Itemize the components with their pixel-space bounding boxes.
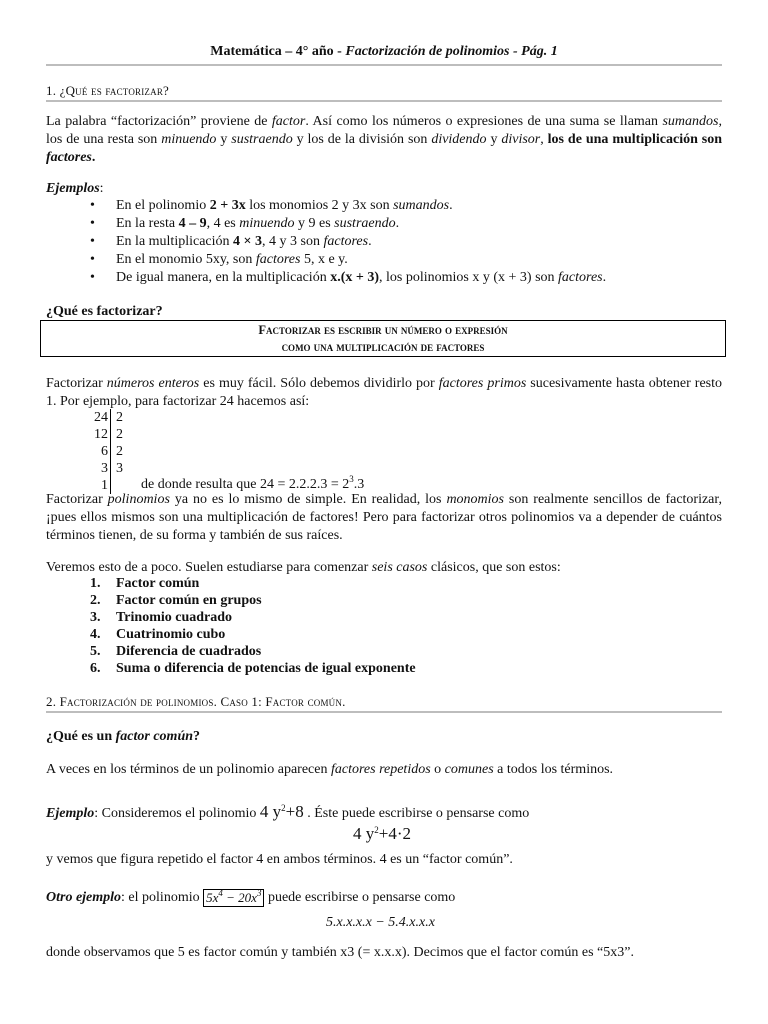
page-header	[46, 44, 722, 60]
division-result: de donde resulta que $24 = 2.2.2.3 = 2^3.3$	[141, 474, 365, 492]
list-item: • En el monomio 5xy, son factores 5, x e y.	[90, 252, 348, 267]
list-item: • En la resta 4 – 9, 4 es minuendo y 9 es sustraendo.	[90, 216, 400, 231]
example-1-line: Ejemplo: Consideremos el polinomio 4 $y^2+8$ . Éste puede escribirse o pensarse como	[46, 802, 530, 821]
examples-list	[46, 197, 606, 287]
common-factor-intro: A veces en los términos de un polinomio aparecen factores repetidos o comunes a todos los términos.	[46, 762, 614, 777]
list-item: • De igual manera, en la multiplicación x.(x + 3), los polinomios x y (x + 3) son factores.	[90, 270, 607, 285]
common-factor-question: ¿Qué es un factor común?	[46, 729, 201, 744]
list-item: 6. Suma o diferencia de potencias de igual exponente	[90, 661, 416, 676]
example-1-rewritten: 4 $y^2+4\cdot 2$	[353, 824, 411, 843]
example-2-conclusion: donde observamos que 5 es factor común y también x3 (= x.x.x). Decimos que el factor común es “5x3”.	[46, 945, 634, 960]
list-item: • En la multiplicación 4 × 3, 4 y 3 son factores.	[90, 234, 372, 249]
example-1-conclusion: y vemos que figura repetido el factor 4 en ambos términos. 4 es un “factor común”.	[46, 852, 513, 867]
definition-line-1: Factorizar es escribir un número o expresión	[258, 323, 508, 337]
examples-label: Ejemplos:	[46, 181, 104, 196]
cases-list	[46, 575, 416, 677]
list-item: 1. Factor común	[90, 576, 200, 591]
list-item: 2. Factor común en grupos	[90, 593, 262, 608]
division-row: 3 3	[101, 461, 123, 476]
division-row: 12 2	[94, 427, 123, 442]
example-2-rewritten: 5.x.x.x.x − 5.4.x.x.x	[326, 915, 435, 930]
example-2-line: Otro ejemplo: el polinomio $5x^4 - 20x^3$ puede escribirse o pensarse como	[46, 888, 456, 906]
integers-paragraph: Factorizar números enteros es muy fácil. Sólo debemos dividirlo por factores primos sucesivamente hasta obtener resto 1. Por ejemplo, para factorizar 24 hacemos así:	[46, 376, 722, 409]
header-page: - Pág. 1	[509, 44, 558, 59]
definition-line-2: como una multiplicación de factores	[281, 340, 485, 354]
header-rule	[46, 64, 722, 66]
intro-paragraph: La palabra “factorización” proviene de factor. Así como los números o expresiones de una suma se llaman sumandos, los de una resta son minuendo y sustraendo y los de la división son dividendo y divisor, los de una multiplicación son factores.	[46, 114, 723, 165]
list-item: • En el polinomio 2 + 3x los monomios 2 y 3x son sumandos.	[90, 198, 453, 213]
header-topic: Factorización de polinomios	[345, 44, 510, 59]
section-1-rule	[46, 100, 722, 102]
list-item: 4. Cuatrinomio cubo	[90, 627, 226, 642]
polynomials-paragraph: Factorizar polinomios ya no es lo mismo de simple. En realidad, los monomios son realmente sencillos de factorizar, ¡pues ellos mismos son una multiplicación de factores! Pero para factorizar otros polinomios va a depender de cuántos términos tienen, de su forma y también de sus raíces.	[46, 492, 723, 543]
question-heading: ¿Qué es factorizar?	[46, 304, 163, 319]
list-item: 5. Diferencia de cuadrados	[90, 644, 262, 659]
prime-division	[86, 409, 365, 494]
section-2-rule	[46, 711, 722, 713]
section-2-title: 2. Factorización de polinomios. Caso 1: Factor común.	[46, 694, 346, 709]
list-item: 3. Trinomio cuadrado	[90, 610, 233, 625]
division-row: 1	[101, 478, 108, 493]
header-subject: Matemática – 4° año -	[210, 44, 346, 59]
cases-intro: Veremos esto de a poco. Suelen estudiarse para comenzar seis casos clásicos, que son estos:	[46, 560, 561, 575]
division-row: 24 2	[94, 410, 123, 425]
example-1-expression: 4 $y^2+8$	[259, 802, 304, 821]
definition-box	[40, 320, 726, 357]
section-1-title: 1. ¿Qué es factorizar?	[46, 83, 170, 98]
division-row: 6 2	[101, 444, 123, 459]
example-2-boxed-expression: $5x^4 - 20x^3$	[203, 889, 264, 907]
